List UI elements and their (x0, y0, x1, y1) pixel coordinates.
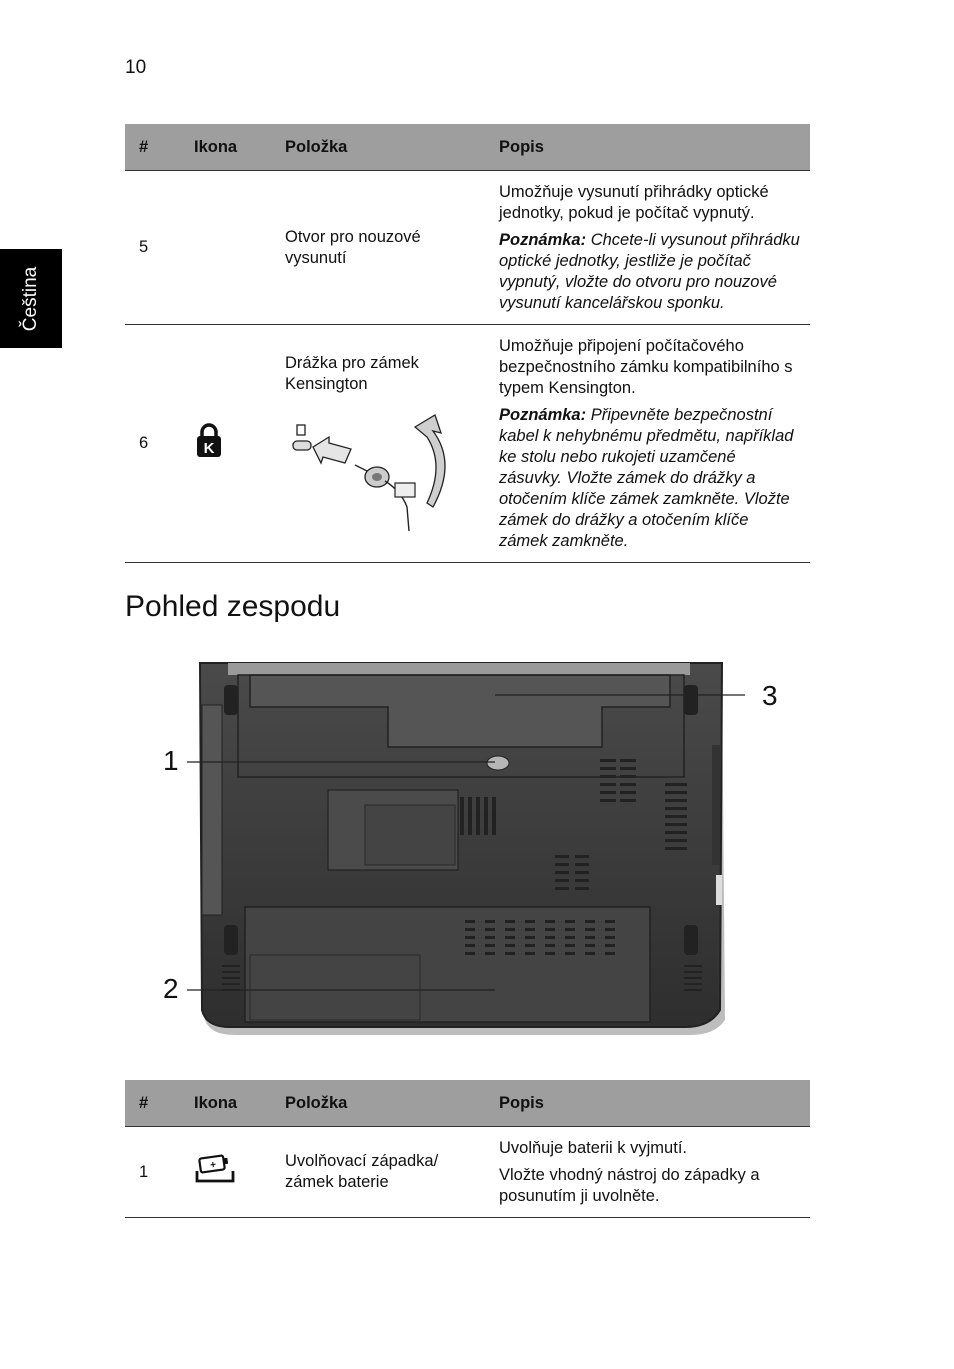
svg-text:+: + (209, 1159, 217, 1172)
header-description: Popis (485, 1080, 810, 1127)
header-item: Položka (271, 1080, 485, 1127)
section-title: Pohled zespodu (125, 590, 341, 623)
description-text-2: Vložte vhodný nástroj do západky a posunutím ji uvolněte. (499, 1165, 760, 1205)
description-text: Umožňuje vysunutí přihrádky optické jednotky, pokud je počítač vypnutý. (499, 182, 769, 222)
note-text: Připevněte bezpečnostní kabel k nehybnému předmětu, například ke stolu nebo rukojeti uzamčené zásuvky. Vložte zámek do drážky a otočením klíče zámek zamkněte. Vložte zámek do drážky a otočením klíče zámek zamkněte. (499, 405, 794, 550)
battery-release-icon (194, 1154, 236, 1184)
row-icon (180, 325, 271, 563)
table-header-row (125, 1080, 810, 1127)
row-description (485, 325, 810, 563)
note-text: Chcete-li vysunout přihrádku optické jednotky, jestliže je počítač vypnutý, vložte do otvoru pro nouzové vysunutí kancelářskou sponku. (499, 230, 800, 312)
row-item: Drážka pro zámek Kensington (285, 354, 419, 393)
row-number: 6 (125, 325, 180, 563)
header-number: # (125, 124, 180, 171)
header-icon: Ikona (180, 1080, 271, 1127)
row-icon (180, 1127, 271, 1218)
row-item: Uvolňovací západka/ zámek baterie (271, 1127, 485, 1218)
header-description: Popis (485, 124, 810, 171)
bottom-view-table (125, 1080, 810, 1218)
callout-1: 1 (163, 745, 179, 776)
language-side-tab (0, 249, 62, 348)
row-icon-empty (180, 171, 271, 325)
row-number: 1 (125, 1127, 180, 1218)
description-text: Umožňuje připojení počítačového bezpečnostního zámku kompatibilního s typem Kensington. (499, 336, 793, 397)
callout-3: 3 (762, 680, 778, 711)
header-item: Položka (271, 124, 485, 171)
row-number: 5 (125, 171, 180, 325)
note-label: Poznámka: (499, 230, 587, 249)
table-header-row (125, 124, 810, 171)
row-description (485, 171, 810, 325)
row-item: Otvor pro nouzové vysunutí (271, 171, 485, 325)
row-item-cell (271, 325, 485, 563)
row-description (485, 1127, 810, 1218)
kensington-lock-illustration (285, 407, 455, 537)
language-label: Čeština (20, 266, 41, 332)
page-number: 10 (125, 57, 147, 78)
header-number: # (125, 1080, 180, 1127)
table-row (125, 171, 810, 325)
kensington-lock-icon (194, 423, 224, 459)
ports-table (125, 124, 810, 563)
table-row (125, 1127, 810, 1218)
bottom-view-illustration (150, 655, 800, 1045)
note (499, 230, 800, 314)
callout-2: 2 (163, 973, 179, 1004)
note-label: Poznámka: (499, 405, 587, 424)
header-icon: Ikona (180, 124, 271, 171)
svg-text:K: K (203, 439, 215, 457)
description-text: Uvolňuje baterii k vyjmutí. (499, 1138, 687, 1157)
table-row (125, 325, 810, 563)
note (499, 405, 800, 552)
